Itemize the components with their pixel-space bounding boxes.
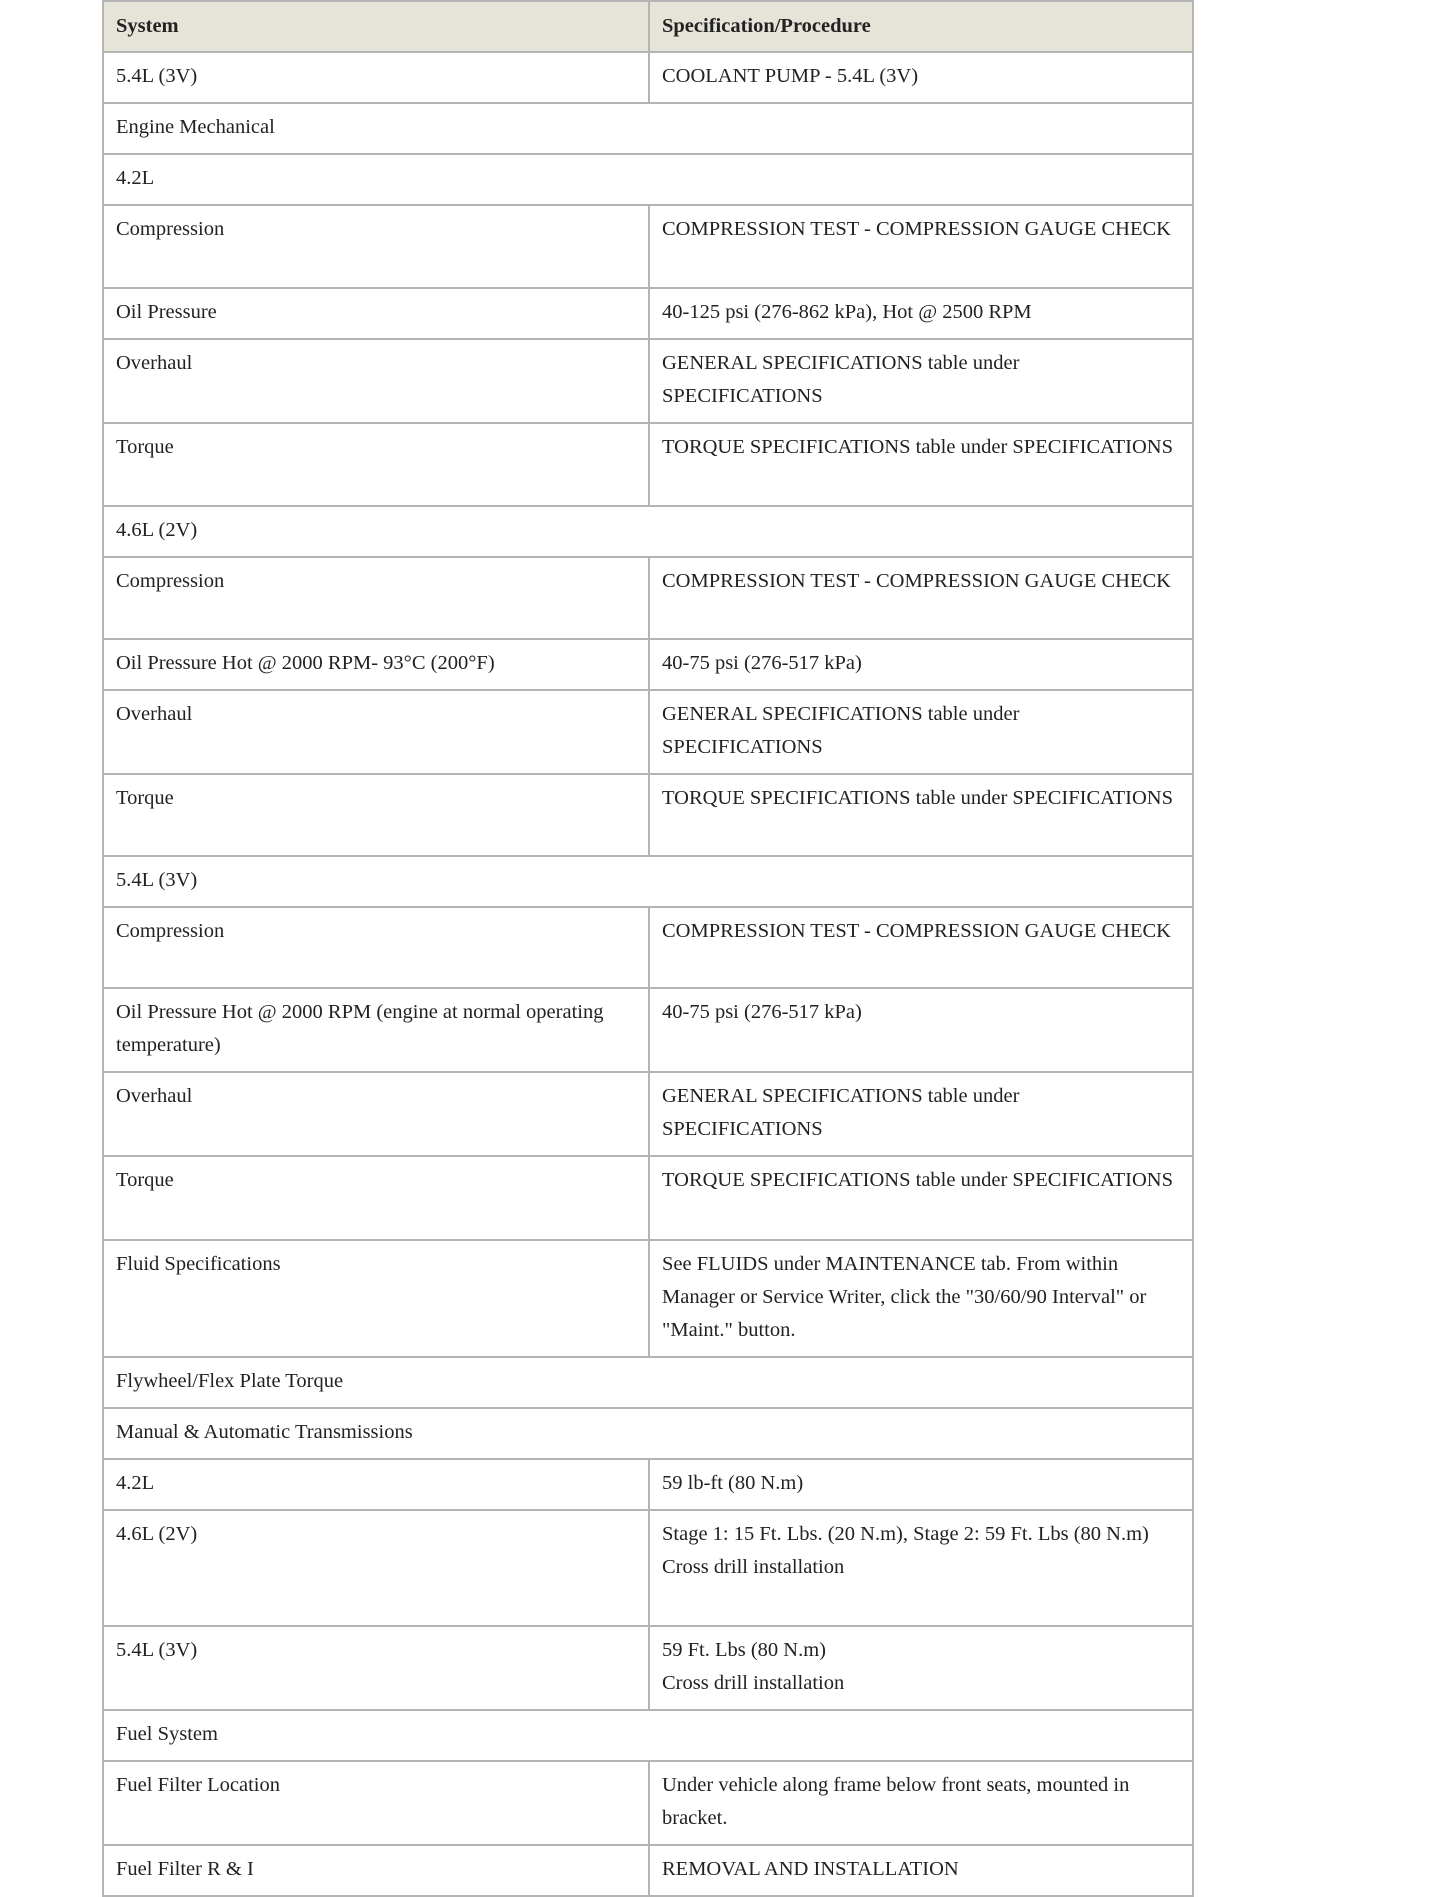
system-cell: Fuel Filter Location <box>103 1761 649 1845</box>
spec-line: 59 Ft. Lbs (80 N.m) <box>662 1639 826 1661</box>
specifications-table <box>102 0 1194 1897</box>
spec-cell <box>649 1156 1193 1240</box>
spec-cell <box>649 774 1193 856</box>
table-row <box>103 339 1193 423</box>
spec-line: Under vehicle along frame below front seats, mounted in bracket. <box>662 1774 1130 1829</box>
spec-line: GENERAL SPECIFICATIONS table under SPECIFICATIONS <box>662 352 1020 407</box>
section-heading: Fuel System <box>103 1710 1193 1761</box>
system-cell: 4.6L (2V) <box>103 1510 649 1626</box>
spec-cell <box>649 639 1193 690</box>
spec-cell <box>649 1845 1193 1896</box>
spec-line: COMPRESSION TEST - COMPRESSION GAUGE CHECK <box>662 218 1171 240</box>
spec-line: 40-75 psi (276-517 kPa) <box>662 1001 862 1023</box>
spec-line: COMPRESSION TEST - COMPRESSION GAUGE CHECK <box>662 920 1171 942</box>
system-cell: Fuel Filter R & I <box>103 1845 649 1896</box>
table-row <box>103 1072 1193 1156</box>
table-row <box>103 205 1193 288</box>
subsection-heading: Manual & Automatic Transmissions <box>103 1408 1193 1459</box>
spec-line: 40-75 psi (276-517 kPa) <box>662 652 862 674</box>
system-cell: Oil Pressure Hot @ 2000 RPM- 93°C (200°F) <box>103 639 649 690</box>
system-cell: Overhaul <box>103 1072 649 1156</box>
table-row <box>103 557 1193 639</box>
subsection-heading: 4.6L (2V) <box>103 506 1193 557</box>
section-row <box>103 154 1193 205</box>
spec-cell <box>649 988 1193 1072</box>
spec-cell <box>649 907 1193 988</box>
spec-line: GENERAL SPECIFICATIONS table under SPECIFICATIONS <box>662 1085 1020 1140</box>
section-row <box>103 506 1193 557</box>
spec-cell <box>649 1459 1193 1510</box>
system-cell: 5.4L (3V) <box>103 52 649 103</box>
spec-line: TORQUE SPECIFICATIONS table under SPECIFICATIONS <box>662 787 1174 809</box>
section-heading: Flywheel/Flex Plate Torque <box>103 1357 1193 1408</box>
spec-line: GENERAL SPECIFICATIONS table under SPECIFICATIONS <box>662 703 1020 758</box>
header-row <box>103 1 1193 52</box>
column-header-system: System <box>103 1 649 52</box>
spec-cell <box>649 690 1193 774</box>
table-row <box>103 1626 1193 1710</box>
spec-line: 40-125 psi (276-862 kPa), Hot @ 2500 RPM <box>662 301 1032 323</box>
column-header-specification: Specification/Procedure <box>649 1 1193 52</box>
table-row <box>103 1156 1193 1240</box>
system-cell: Compression <box>103 907 649 988</box>
system-cell: 5.4L (3V) <box>103 1626 649 1710</box>
spec-cell <box>649 52 1193 103</box>
section-row <box>103 103 1193 154</box>
section-row <box>103 856 1193 907</box>
spec-cell <box>649 557 1193 639</box>
spec-line: TORQUE SPECIFICATIONS table under SPECIFICATIONS <box>662 436 1174 458</box>
table-row <box>103 690 1193 774</box>
spec-cell <box>649 1510 1193 1626</box>
spec-cell <box>649 288 1193 339</box>
table-row <box>103 288 1193 339</box>
system-cell: Compression <box>103 557 649 639</box>
system-cell: Fluid Specifications <box>103 1240 649 1357</box>
section-heading: Engine Mechanical <box>103 103 1193 154</box>
spec-line: 59 lb-ft (80 N.m) <box>662 1472 804 1494</box>
spec-cell <box>649 205 1193 288</box>
spec-line: COMPRESSION TEST - COMPRESSION GAUGE CHECK <box>662 570 1171 592</box>
section-row <box>103 1357 1193 1408</box>
spec-cell <box>649 1626 1193 1710</box>
system-cell: Overhaul <box>103 339 649 423</box>
table-row <box>103 774 1193 856</box>
table-row <box>103 1845 1193 1896</box>
spec-line: REMOVAL AND INSTALLATION <box>662 1858 959 1880</box>
system-cell: Torque <box>103 774 649 856</box>
section-row <box>103 1710 1193 1761</box>
table-row <box>103 1510 1193 1626</box>
spec-cell <box>649 1072 1193 1156</box>
table-row <box>103 639 1193 690</box>
system-cell: Oil Pressure Hot @ 2000 RPM (engine at normal operating temperature) <box>103 988 649 1072</box>
table-row <box>103 907 1193 988</box>
spec-cell <box>649 1761 1193 1845</box>
system-cell: Compression <box>103 205 649 288</box>
table-row <box>103 1459 1193 1510</box>
table-row <box>103 1240 1193 1357</box>
spec-cell <box>649 423 1193 506</box>
spec-line: See FLUIDS under MAINTENANCE tab. From within Manager or Service Writer, click the "30/60/90 Interval" or "Maint." button. <box>662 1253 1147 1341</box>
system-cell: Torque <box>103 423 649 506</box>
system-cell: Torque <box>103 1156 649 1240</box>
table-row <box>103 1761 1193 1845</box>
spec-line: TORQUE SPECIFICATIONS table under SPECIFICATIONS <box>662 1169 1174 1191</box>
system-cell: Overhaul <box>103 690 649 774</box>
spec-line: COOLANT PUMP - 5.4L (3V) <box>662 65 919 87</box>
table-row <box>103 52 1193 103</box>
spec-line: Cross drill installation <box>662 1672 845 1694</box>
system-cell: 4.2L <box>103 1459 649 1510</box>
spec-line: Cross drill installation <box>662 1556 845 1578</box>
table-row <box>103 423 1193 506</box>
spec-cell <box>649 1240 1193 1357</box>
subsection-heading: 5.4L (3V) <box>103 856 1193 907</box>
system-cell: Oil Pressure <box>103 288 649 339</box>
spec-line: Stage 1: 15 Ft. Lbs. (20 N.m), Stage 2: 59 Ft. Lbs (80 N.m) <box>662 1523 1149 1545</box>
subsection-heading: 4.2L <box>103 154 1193 205</box>
section-row <box>103 1408 1193 1459</box>
table-row <box>103 988 1193 1072</box>
spec-cell <box>649 339 1193 423</box>
